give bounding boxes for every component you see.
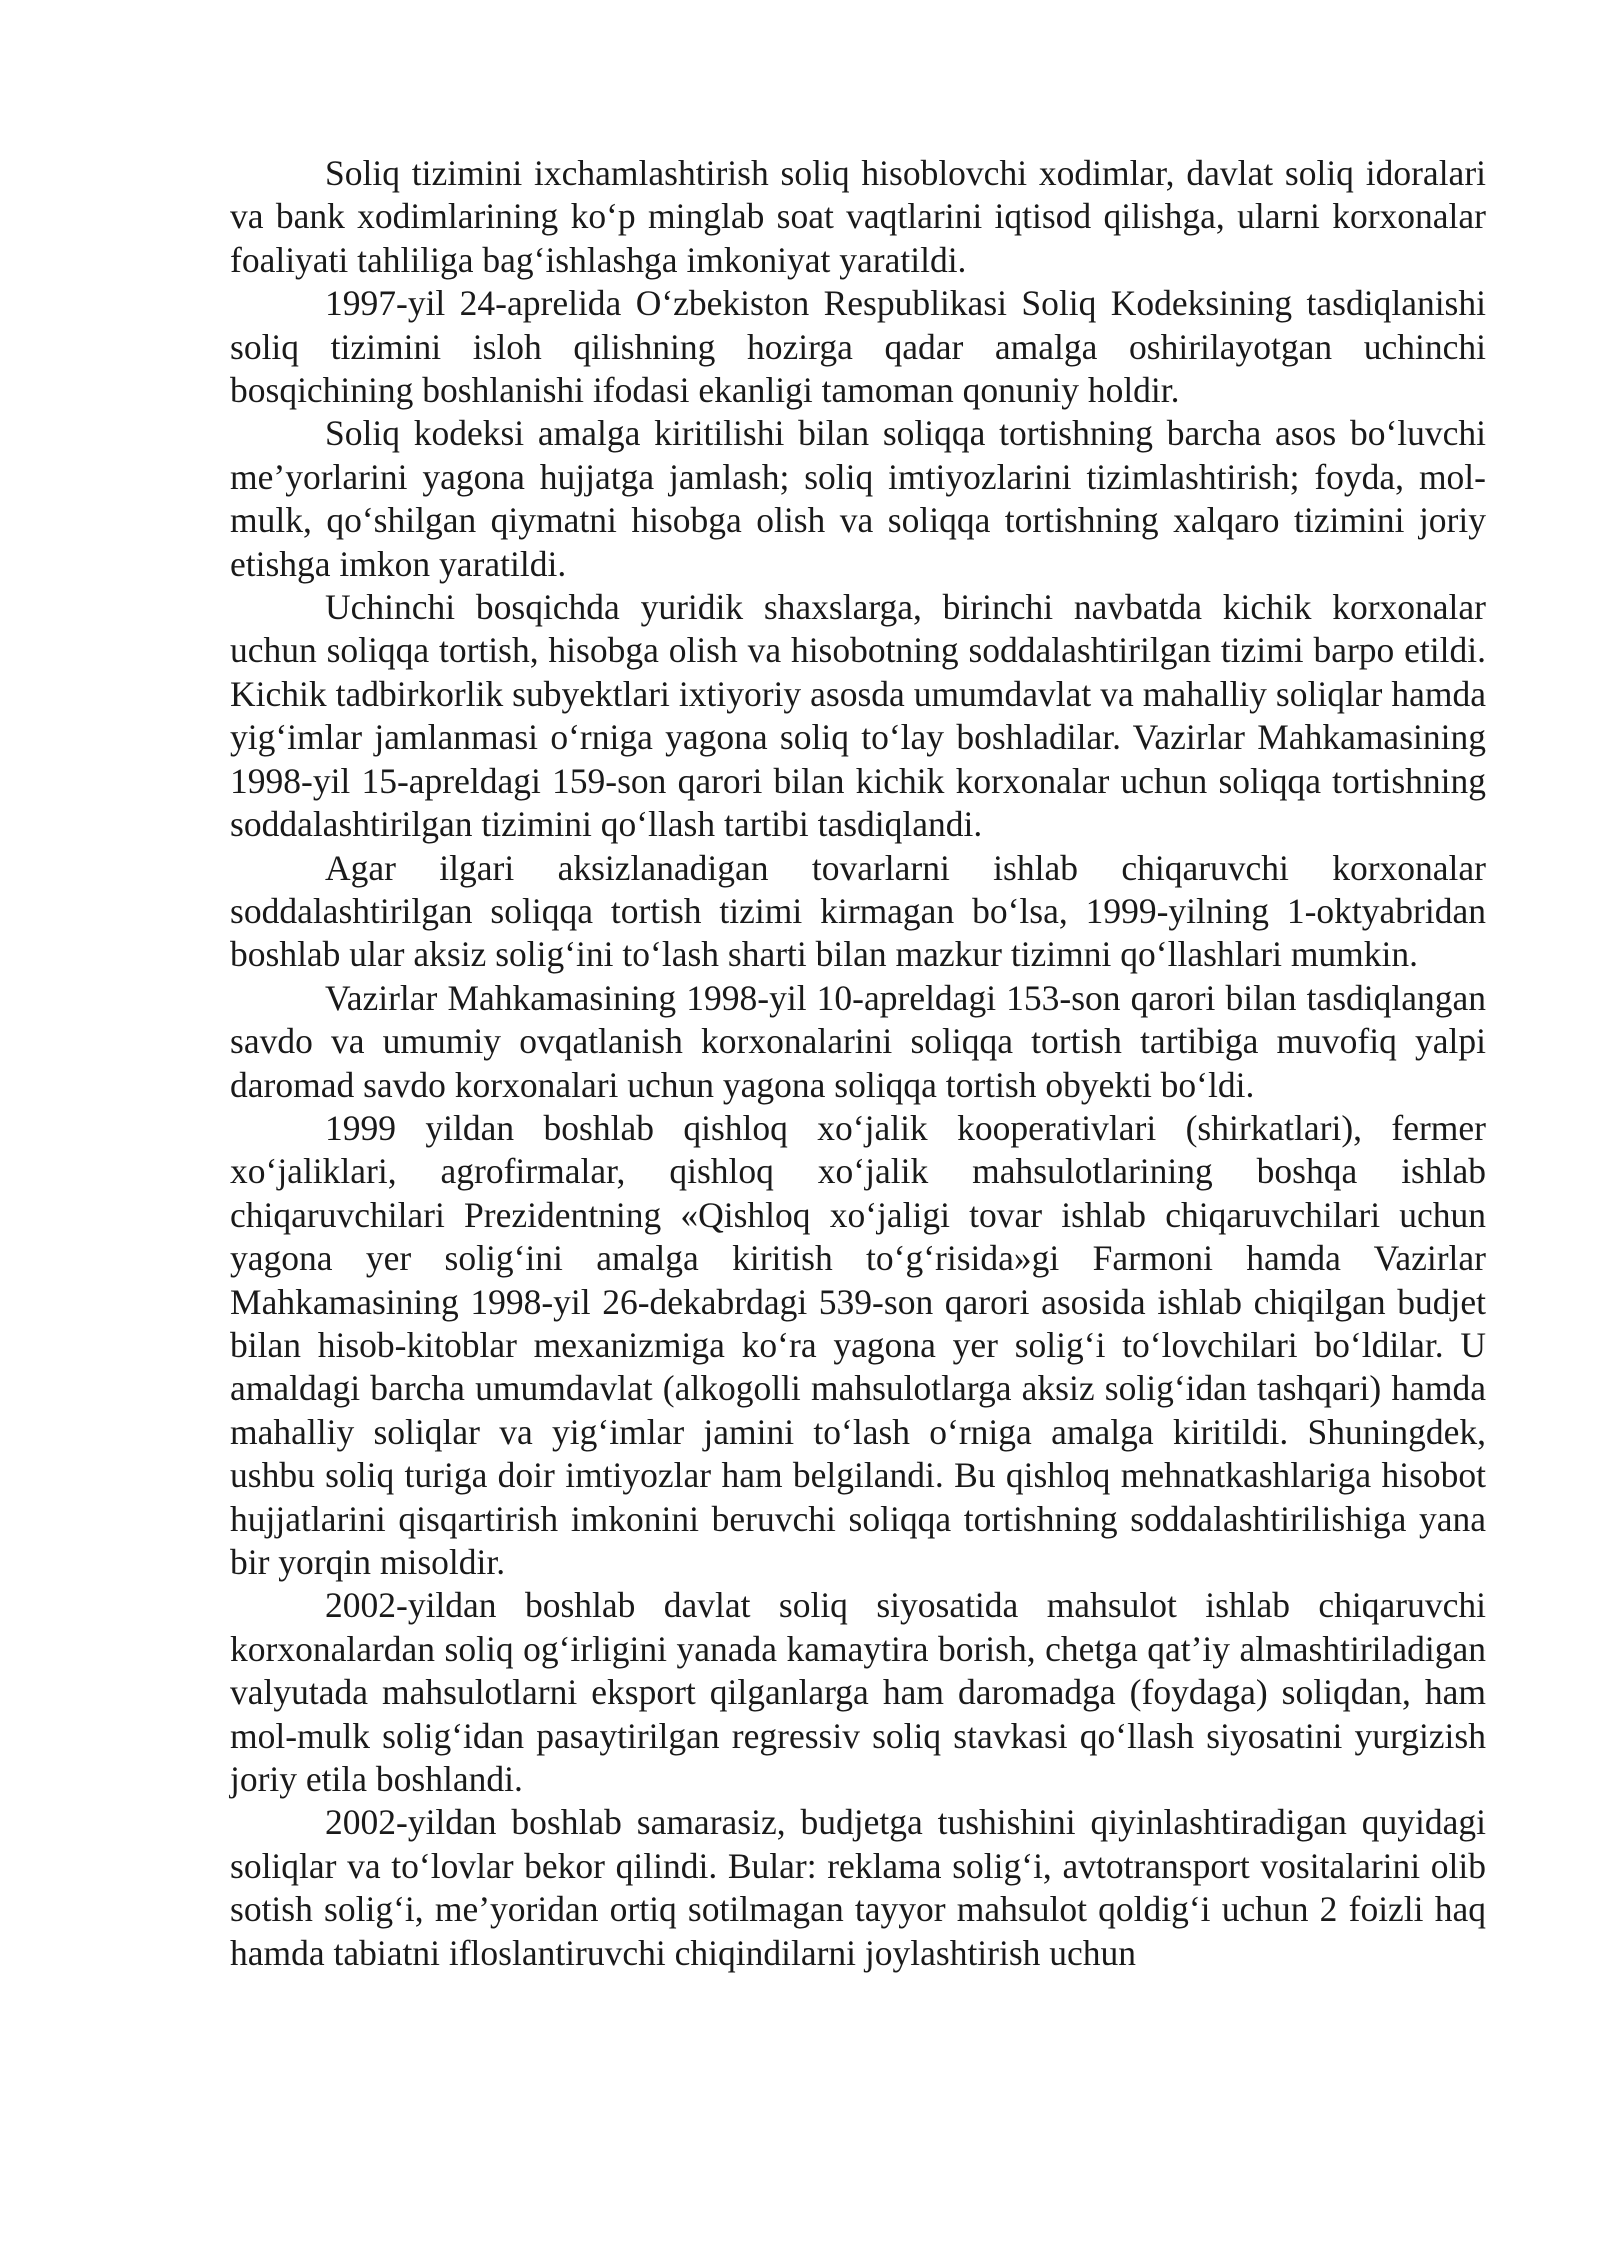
paragraph: Vazirlar Mahkamasining 1998-yil 10-apreldagi 153-son qarori bilan tasdiqlangan savdo va umumiy ovqatlanish korxonalarini soliqqa tortish tartibiga muvofiq yalpi daromad savdo korxonalari uchun yagona soliqqa tortish obyekti bo‘ldi. xyxy=(230,977,1486,1105)
paragraph: 2002-yildan boshlab davlat soliq siyosatida mahsulot ishlab chiqaruvchi korxonalardan soliq og‘irligini yanada kamaytira borish, chetga qat’iy almashtiriladigan valyutada mahsulotlarni eksport qilganlarga ham daromadga (foydaga) soliqdan, ham mol-mulk solig‘idan pasaytirilgan regressiv soliq stavkasi qo‘llash siyosatini yurgizish joriy etila boshlandi. xyxy=(230,1585,1486,1800)
paragraph: Soliq kodeksi amalga kiritilishi bilan soliqqa tortishning barcha asos bo‘luvchi me’yorlarini yagona hujjatga jamlash; soliq imtiyozlarini tizimlashtirish; foyda, mol-mulk, qo‘shilgan qiymatni hisobga olish va soliqqa tortishning xalqaro tizimini joriy etishga imkon yaratildi. xyxy=(230,413,1486,584)
document-page xyxy=(230,152,1486,1975)
paragraph: Soliq tizimini ixchamlashtirish soliq hisoblovchi xodimlar, davlat soliq idoralari va bank xodimlarining ko‘p minglab soat vaqtlarini iqtisod qilishga, ularni korxonalar foaliyati tahliliga bag‘ishlashga imkoniyat yaratildi. xyxy=(230,153,1486,280)
paragraph: 1999 yildan boshlab qishloq xo‘jalik kooperativlari (shirkatlari), fermer xo‘jaliklari, agrofirmalar, qishloq xo‘jalik mahsulotlarining boshqa ishlab chiqaruvchilari Prezidentning «Qishloq xo‘jaligi tovar ishlab chiqaruvchilari uchun yagona yer solig‘ini amalga kiritish to‘g‘risida»gi Farmoni hamda Vazirlar Mahkamasining 1998-yil 26-dekabrdagi 539-son qarori asosida ishlab chiqilgan budjet bilan hisob-kitoblar mexanizmiga ko‘ra yagona yer solig‘i to‘lovchilari bo‘ldilar. U amaldagi barcha umumdavlat (alkogolli mahsulotlarga aksiz solig‘idan tashqari) hamda mahalliy soliqlar va yig‘imlar jamini to‘lash o‘rniga amalga kiritildi. Shuningdek, ushbu soliq turiga doir imtiyozlar ham belgilandi. Bu qishloq mehnatkashlariga hisobot hujjatlarini qisqartirish imkonini beruvchi soliqqa tortishning soddalashtirilishiga yana bir yorqin misoldir. xyxy=(230,1107,1486,1582)
paragraph: Uchinchi bosqichda yuridik shaxslarga, birinchi navbatda kichik korxonalar uchun soliqqa tortish, hisobga olish va hisobotning soddalashtirilgan tizimi barpo etildi. Kichik tadbirkorlik subyektlari ixtiyoriy asosda umumdavlat va mahalliy soliqlar hamda yig‘imlar jamlanmasi o‘rniga yagona soliq to‘lay boshladilar. Vazirlar Mahkamasining 1998-yil 15-apreldagi 159-son qarori bilan kichik korxonalar uchun soliqqa tortishning soddalashtirilgan tizimini qo‘llash tartibi tasdiqlandi. xyxy=(230,587,1486,845)
paragraph: 2002-yildan boshlab samarasiz, budjetga tushishini qiyinlashtiradigan quyidagi soliqlar va to‘lovlar bekor qilindi. Bular: reklama solig‘i, avtotransport vositalarini olib sotish solig‘i, me’yoridan ortiq sotilmagan tayyor mahsulot qoldig‘i uchun 2 foizli haq hamda tabiatni ifloslantiruvchi chiqindilarni joylashtirish uchun xyxy=(230,1802,1486,1973)
paragraph: 1997-yil 24-aprelida O‘zbekiston Respublikasi Soliq Kodeksining tasdiqlanishi soliq tizimini isloh qilishning hozirga qadar amalga oshirilayotgan uchinchi bosqichining boshlanishi ifodasi ekanligi tamoman qonuniy holdir. xyxy=(230,283,1486,411)
paragraph: Agar ilgari aksizlanadigan tovarlarni ishlab chiqaruvchi korxonalar soddalashtirilgan soliqqa tortish tizimi kirmagan bo‘lsa, 1999-yilning 1-oktyabridan boshlab ular aksiz solig‘ini to‘lash sharti bilan mazkur tizimni qo‘llashlari mumkin. xyxy=(230,847,1486,975)
